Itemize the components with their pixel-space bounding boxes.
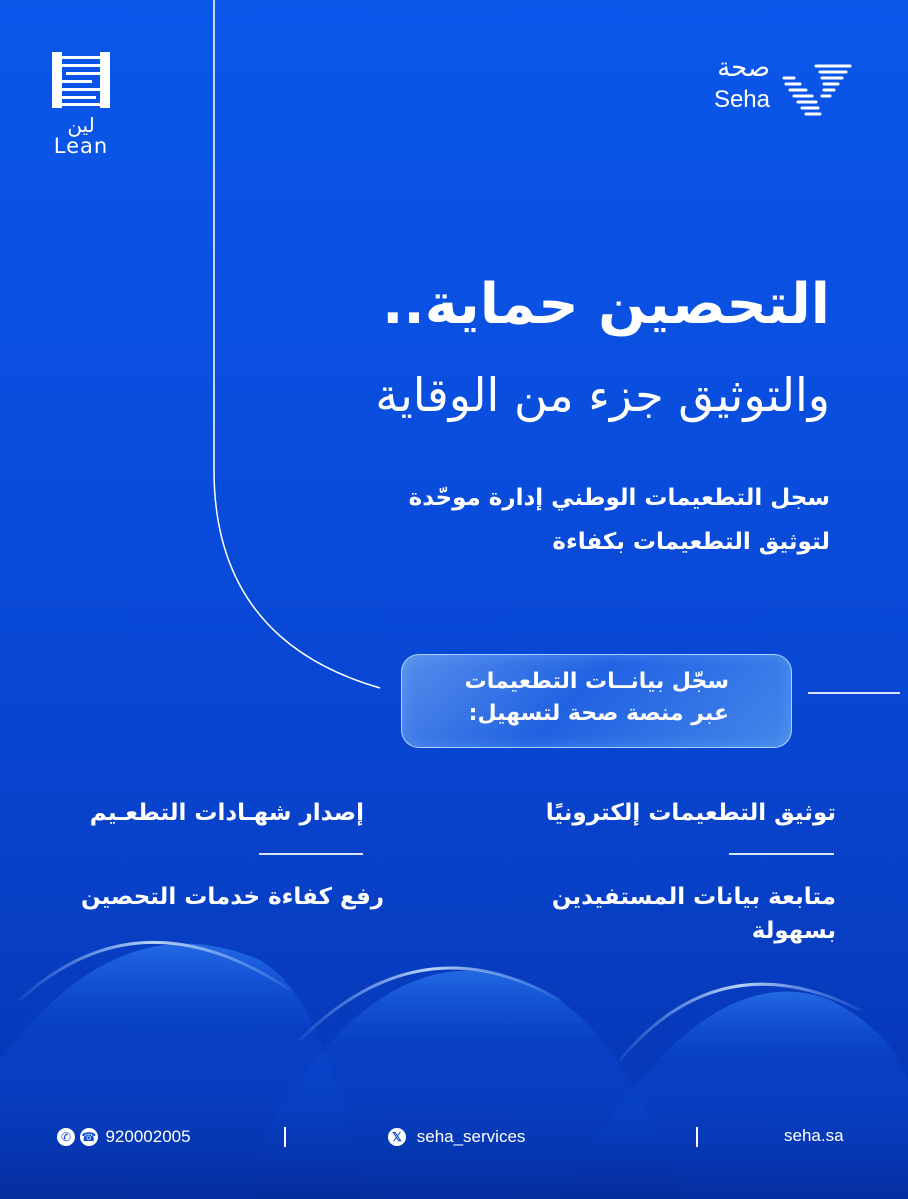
footer-separator (284, 1127, 286, 1147)
feature-beneficiary-tracking: متابعة بيانات المستفيدين بسهولة (551, 884, 836, 944)
footer-separator (696, 1127, 698, 1147)
callout-box (401, 654, 792, 748)
subtitle-line-1: سجل التطعيمات الوطني إدارة موحّدة (408, 485, 830, 511)
feature-vaccination-certificates: إصدار شهـادات التطعـيم (89, 800, 364, 826)
footer (0, 1120, 908, 1156)
callout-line-1: سجّل بيانــات التطعيمات (464, 669, 729, 694)
subtitle-line-2: لتوثيق التطعيمات بكفاءة (552, 529, 830, 555)
footer-website[interactable]: seha.sa (784, 1126, 844, 1145)
lean-english-name: Lean (53, 134, 109, 158)
x-icon: 𝕏 (388, 1128, 406, 1146)
seha-checkmark-icon (780, 54, 860, 120)
phone-icon: ✆ (57, 1128, 75, 1146)
lean-mark-icon (52, 52, 110, 108)
seha-arabic-name: صحة (717, 53, 770, 83)
phone-number: 920002005 (105, 1126, 191, 1146)
footer-phone[interactable] (57, 1126, 191, 1147)
twitter-handle: seha_services (416, 1126, 526, 1146)
feature-electronic-documentation: توثيق التطعيمات إلكترونيًا (545, 800, 836, 826)
callout-rule (808, 692, 900, 694)
footer-twitter[interactable] (388, 1126, 525, 1147)
lean-arabic-name: لين (67, 113, 95, 137)
seha-logo (710, 52, 860, 122)
callout-line-2: عبر منصة صحة لتسهيل: (468, 701, 729, 726)
feature-divider-left (259, 853, 363, 855)
feature-divider-right (729, 853, 834, 855)
headline-secondary: والتوثيق جزء من الوقاية (375, 368, 830, 422)
whatsapp-icon: ☎ (81, 1129, 97, 1144)
seha-english-name: Seha (713, 86, 770, 113)
headline-main: التحصين حماية.. (382, 272, 830, 337)
lean-logo (50, 52, 112, 156)
feature-immunization-efficiency: رفع كفاءة خدمات التحصين (80, 884, 384, 910)
